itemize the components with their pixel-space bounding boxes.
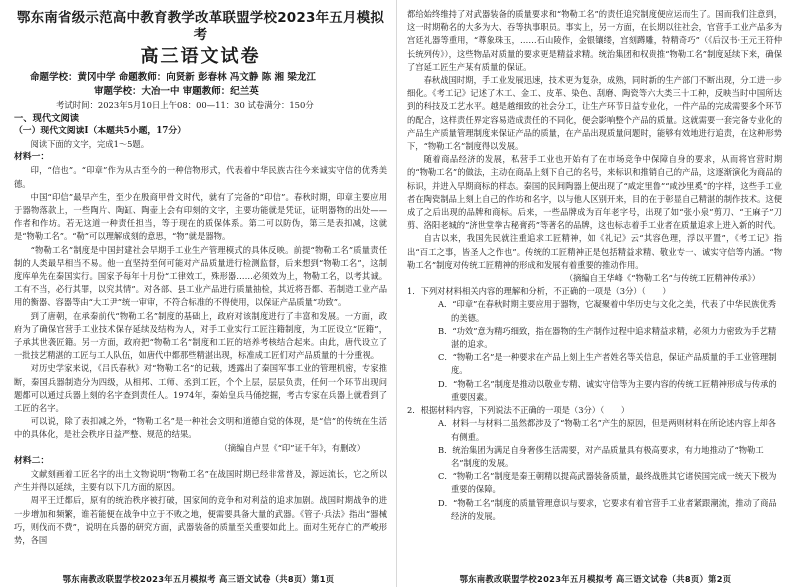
paragraph: 文献刻画着工匠名字的出土文物说明“物勒工名”在战国时期已经非常普及，源远流长，它之所以产生并得以延续，主要有以下几方面的原因。: [14, 469, 387, 493]
subsection-heading: （一）现代文阅读Ⅰ（本题共5小题，17分）: [14, 126, 187, 136]
material-1-label: 材料一：: [14, 152, 50, 163]
source-citation: （摘编自卢昱《“印”证千年》，有删改）: [219, 442, 365, 453]
question-1: 1．下列对材料相关内容的理解和分析，不正确的一项是（3分）（ ）: [407, 286, 671, 297]
exam-info: 考试时间：2023年5月10日上午08：00—11：30 试卷满分：150分: [56, 100, 314, 110]
option-b: B．统治集团为满足自身奢侈生活需要，对产品质量具有极高要求，有力地推动了“物勒工名”制度的发展。: [438, 444, 764, 468]
exam-subtitle: 高三语文试卷: [140, 46, 261, 67]
instruction: 阅读下面的文字，完成1～5题。: [30, 139, 150, 149]
setter-line: 命题学校：黄冈中学 命题教师：向贤新 彭春林 冯文静 陈 湘 梁龙江: [30, 72, 316, 83]
page-footer: 鄂东南教改联盟学校2023年五月模拟考 高三语文试卷（共8页）第1页: [62, 574, 335, 584]
option-a: A．材料一与材料二虽然都涉及了“物勒工名”产生的原因，但是两则材料在所论述内容上却各有侧重。: [438, 418, 777, 442]
option-c: C．“物勒工名”是一种要求在产品上刻上生产者姓名等关信息，保证产品质量的手工业管理制度。: [438, 352, 777, 376]
option-c: C．“物勒工名”制度是秦王朝精以提高武器装备质量，最终战胜其它诸侯国完成一统天下极为重要的保障。: [438, 471, 777, 495]
paragraph: 都给始终维持了对武器装备的质量要求和“物勒工名”的责任追究制度便应运而生了。国而我们注意到，这一时期勒名的大多为大、吞等执事职员。事实上，另一方面，在长期以往社会，官营手工业产品多为宫廷礼器等重用，“尊象珠玉，……石山陵作，金银镶缕，宫刻蹲雕，特精奇巧”（《后汉书·王元王符仲长统列传》），这些物品对质量的要求更是精益求精。统治集团和权贵推“物勒工名”制度延续下来，确保了宫延工匠生产某有质量的保证。: [407, 9, 782, 72]
page-2: [397, 0, 794, 587]
option-d: D．“物勒工名”制度的质量管理意识与要求，它要求有着官营手工业者紧跟潮流，推动了商品经济的发展。: [438, 497, 777, 521]
exam-title: 鄂东南省级示范高中教育教学改革联盟学校2023年五月模拟考: [16, 10, 385, 43]
paragraph: 自古以来，我国先民就注重追求工匠精神，如《礼记》云“其容色理，浮以平置”，《考工记》指出“百工之事，皆圣人之作也”。传统的工匠精神正是包括精益求精、敬业专一、诚实守信等内涵。“物勒工名”制度对传统工匠精神的形成和发展有着重要的推动作用。: [407, 233, 782, 270]
paragraph: 周平王迁都后，原有的统治秩序被打破，国家间的竞争和对利益的追求加剧。战国时期战争的进一步增加和频繁，谁若能便在战争中立于不败之地，便需要具备大量的武器。《管子·兵法》指出“器械巧，则伐而不费”，说明在兵器的研究方面，武器装备的质量至关重要如此上。面对生死存亡的严峻形势，各国: [14, 495, 387, 546]
question-2: 2．根据材料内容，下列说法不正确的一项是（3分）（ ）: [407, 405, 630, 416]
option-b: B．“功效”意为精巧细致，指在器物的生产制作过程中追求精益求精，必须力力密致为手艺精湛的追求。: [438, 325, 777, 350]
source-citation: （摘编自王华峰《“物勒工名”与传统工匠精神传承》）: [564, 273, 760, 284]
paragraph: 可以说，除了表扣减之外，“物勒工名”是一种社会文明和道德自觉的体现，是“信”的传统在生活中的具体化，是社会秩序日益严整、规范的结果。: [14, 416, 387, 440]
material-2-label: 材料二：: [14, 455, 50, 466]
page-footer: 鄂东南教改联盟学校2023年五月模拟考 高三语文试卷（共8页）第2页: [459, 574, 732, 584]
paragraph: 随着商品经济的发展，私营手工业也开始有了在市场竞争中保障自身的要求，从而将官营时期的“物勒工名”的做法，主动在商品上刻下自己的名号，来标识和推销自己的产品，这逐渐演化为商品的标识，并进入早期商标的样态。秦国的民间陶器上便出现了“咸定里鲁”“咸沙里奚”的字样，这些手工业者在陶瓷制品上刻上自己的作坊和名字，以与他人区别开来，目的在于彰显自己精湛的制作技术。这便成了之后出现的品牌和商标。后来，一些品牌成为百年老字号，出现了如“张小泉”剪刀、“王麻子”刀剪、洛阳老城的“济世堂拳古秘膏药”等著名的品牌，这也标志着手工业者在质量追求上进入新的时代。: [407, 154, 782, 231]
reviewer-line: 审题学校：大冶一中 审题教师：纪兰英: [94, 86, 259, 97]
paragraph: 印，“信也”。“印章”作为从古至今的一种信物形式，代表着中华民族古往今来诚实守信的优秀美德。: [14, 165, 387, 189]
paragraph: 春秋战国时期，手工业发展迅速，技术更为复杂，成熟，同时新的生产部门不断出现，分工进一步细化。《考工记》记述了木工、金工、皮革、染色、刮磨、陶瓷等六大类三十工种，反映当时中国所达到的科技及工艺水平。越是越细致的社会分工，让生产环节日益专业化，一件产品的完成需要多个环节的配合，这样责任界定容易造成责任的不同化，便会影响整个产品的质量。这就需要一套完备专业化的产品生产质量管理制度来保证产品的质量，在产品出现质量问题时，能够有效地进行追责，在这种形势下，“物勒工名”制度得以发展。: [407, 75, 782, 152]
option-a: A．“印章”在春秋时期主要应用于器物，它凝聚着中华历史与文化之美，代表了中华民族优秀的美德。: [438, 299, 777, 323]
option-d: D．“物勒工名”制度是推动以敬业专精、诚实守信等为主要内容的传统工匠精神形成与传承的重要因素。: [438, 378, 777, 402]
paragraph: 对历史学家来说，《吕氏春秋》对“物勒工名”的记载，透露出了秦国军事工业的管理机密，专家推断，秦国兵器制造分为四级，从相邦、工师、丞到工匠，个个上层，层层负责，任何一个环节出现问题都可以通过兵器上刻的名字查到责任人。1974年，秦始皇兵马俑挖掘，考古专家在兵器上就看到了工匠的名字。: [14, 363, 387, 414]
paragraph: 中国“印信”最早产生，至少在殷商甲骨文时代，就有了完备的“印信”。春秋时期，印章主要应用于器物落款上，一些陶片、陶缸、陶壶上会有印刻的文字，主要功能就是凭证，证明器物的出处——作者和作坊。若无这道一种责任担当，等于现在的质保体系。第二可以防伪，第三是表扣减，这就是“物勒工名”。“勒”可以理解成刻的意思，“物”就是器物。: [14, 191, 387, 242]
paragraph: 到了唐朝，在承秦前代“物勒工名”制度的基础上，政府对该制度进行了丰富和发展。一方面，政府为了确保官营手工业技术保存延续及结构为人，对手工业实行工匠注籍制度，为工匠设立“匠籍”，子承其世袭匠籍。另一方面，政府把“物勒工名”制度和工匠的培养考核结合起来。由此，唐代设立了一批技艺精湛的工匠与工人队伍，如唐代中都那些精湛出现，标准成工匠们对产品质量的十分重视。: [14, 310, 387, 361]
section-heading: 一、现代文阅读: [14, 113, 80, 124]
paragraph: “物勒工名”制度是中国封建社会早期手工业生产管理模式的具体反映。前提“物勒工名”质量责任制的人类最早相当不易。他一直坚持至何可能对产品质量进行检测监督，后来想到“物勒工名”，这制度库单先在秦国实行。国家予每年十月份“工律效工，殊形器……必须效为上，物勒工名，以考其诚。工有不当，必行其罪，以究其情”。对各部、县工业产品进行质量抽检，其近将吾都、若制造工业产品用的衡器、容器等由“大工尹”统一审审，不符合标准的不得使用，以保证产品质量“功致”。: [14, 244, 387, 308]
